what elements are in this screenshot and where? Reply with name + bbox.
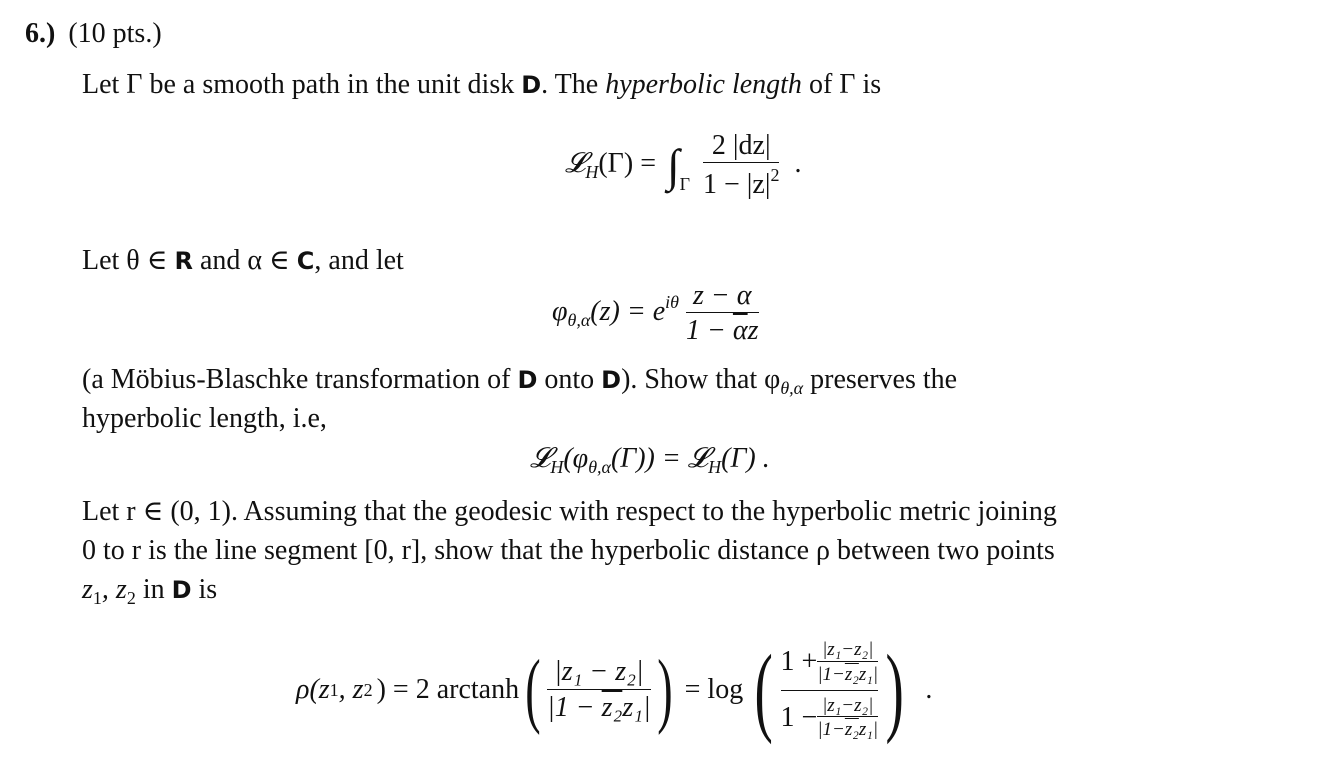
eq3-sub-a: H — [550, 457, 564, 477]
eq4-small-num-2: |z₁−z₂| — [822, 694, 874, 716]
reals-symbol: R — [174, 247, 193, 275]
eq4-end: . — [925, 674, 933, 705]
equation-mobius — [552, 280, 759, 347]
eq4-small-den-b2: z₁| — [858, 719, 879, 741]
eq4-paren-close-1: ) — [656, 643, 673, 736]
eq4-paren-open-2: ( — [754, 634, 774, 745]
eq4-lhs-s1: 1 — [329, 680, 339, 700]
eq4-small-den-1 — [817, 661, 878, 686]
eq1-end: . — [794, 148, 802, 180]
problem-header — [25, 20, 162, 48]
para4-in: in — [135, 574, 172, 605]
eq4-small-num-1: |z₁−z₂| — [822, 638, 874, 660]
eq2-fraction — [686, 280, 759, 347]
eq4-small-den-bar2: z₂ — [844, 719, 859, 741]
disk-symbol: D — [521, 71, 542, 99]
para3-disk-1: D — [517, 366, 538, 394]
eq2-lhs-arg: (z) = e — [590, 296, 666, 328]
eq4-lhs-end: ) = 2 arctanh — [376, 674, 520, 705]
eq1-numerator: 2 |dz| — [711, 130, 771, 161]
paragraph-intro — [82, 71, 881, 99]
para3-text-1: (a Möbius-Blaschke transformation of — [82, 364, 518, 395]
eq1-den-text: 1 − |z| — [703, 169, 771, 201]
para3-line-2: hyperbolic length, i.e, — [82, 403, 327, 434]
paragraph-geodesic-line1 — [82, 498, 1057, 526]
eq4-f2-num-a: 1 + — [780, 646, 818, 678]
eq4-f1-den — [547, 689, 651, 724]
paragraph-mobius-line2 — [82, 405, 327, 433]
para3-sub: θ,α — [780, 378, 804, 398]
eq1-lhs: 𝓛 — [565, 148, 586, 180]
para4-line-2: 0 to r is the line segment [0, r], show that the hyperbolic distance ρ between two points — [82, 535, 1055, 566]
complex-symbol: C — [296, 247, 315, 275]
paragraph-geodesic-line3 — [82, 576, 217, 607]
eq3-sub-b: θ,α — [588, 457, 611, 477]
eq4-f1-den-bar: z₂ — [601, 691, 623, 723]
para2-text-1: Let θ ∈ — [82, 245, 175, 276]
eq3-part-d: (Γ) . — [721, 443, 770, 474]
para3-disk-2: D — [601, 366, 622, 394]
para2-text-2: and α ∈ — [192, 245, 297, 276]
eq3-part-a: 𝓛 — [530, 443, 551, 474]
para4-z2: , z — [101, 574, 127, 605]
eq2-phi: φ — [552, 296, 568, 328]
eq4-paren-close-2: ) — [885, 634, 904, 745]
eq1-lhs-arg: (Γ) = — [598, 148, 656, 180]
eq4-f2-num — [781, 639, 879, 690]
eq4-f2-den-small — [817, 695, 878, 742]
para4-sub2: 2 — [126, 588, 136, 608]
eq4-small-den-a1: |1− — [817, 663, 845, 685]
eq3-part-b: (φ — [563, 443, 589, 474]
eq2-den-pre: 1 − — [686, 315, 733, 347]
paragraph-mobius-description — [82, 366, 957, 397]
eq3-sub-c: H — [708, 457, 722, 477]
eq1-integral: ∫ — [667, 139, 680, 191]
eq4-f1-den-a: |1 − — [547, 691, 602, 723]
eq4-lhs: ρ(z — [296, 674, 330, 705]
equation-distance — [296, 634, 933, 745]
eq4-fraction-1 — [547, 656, 651, 723]
eq4-f1-den-b: z₁| — [622, 691, 651, 723]
intro-text-3: of Γ is — [801, 69, 882, 100]
paragraph-let-theta — [82, 247, 404, 275]
eq1-den-sup: 2 — [770, 165, 780, 186]
eq2-exp: iθ — [665, 292, 680, 313]
eq4-paren-open-1: ( — [525, 643, 541, 736]
equation-hyperbolic-length — [565, 130, 801, 201]
eq2-denominator — [686, 312, 759, 347]
eq4-f2-den-a: 1 − — [780, 701, 818, 733]
eq1-fraction — [703, 130, 779, 201]
eq1-denominator — [703, 162, 779, 201]
problem-points: (10 pts.) — [68, 18, 162, 49]
eq4-fraction-2 — [781, 639, 879, 741]
eq4-f2-num-small — [817, 639, 878, 686]
eq4-log: = log — [684, 674, 744, 705]
para3-text-2: onto — [537, 364, 602, 395]
eq4-lhs-s2: 2 — [363, 680, 373, 700]
eq4-f2-den — [781, 690, 879, 742]
eq4-f1-num: |z₁ − z₂| — [554, 656, 644, 688]
paragraph-geodesic-line2 — [82, 537, 1055, 565]
eq2-phi-sub: θ,α — [567, 310, 591, 331]
eq1-integral-sub: Γ — [679, 174, 691, 195]
term-hyperbolic-length: hyperbolic length — [605, 69, 802, 100]
eq2-numerator: z − α — [693, 280, 752, 311]
para3-text-4: preserves the — [803, 364, 958, 395]
eq4-small-den-bar1: z₂ — [844, 663, 859, 685]
para2-text-3: , and let — [314, 245, 404, 276]
intro-text-2: . The — [541, 69, 606, 100]
para4-z: z — [82, 574, 93, 605]
eq4-lhs-m: , z — [338, 674, 364, 705]
equation-preserve — [530, 445, 770, 476]
para4-sub1: 1 — [92, 588, 102, 608]
problem-number: 6.) — [25, 18, 56, 49]
para4-line-1: Let r ∈ (0, 1). Assuming that the geodesic with respect to the hyperbolic metric joining — [82, 496, 1057, 527]
eq4-small-den-b1: z₁| — [858, 663, 879, 685]
para3-text-3: ). Show that φ — [621, 364, 781, 395]
eq4-small-den-a2: |1− — [817, 719, 845, 741]
eq2-den-post: z — [747, 315, 759, 347]
intro-text-1: Let Γ be a smooth path in the unit disk — [82, 69, 522, 100]
para4-disk: D — [171, 576, 192, 604]
eq3-part-c: (Γ)) = 𝓛 — [610, 443, 709, 474]
eq1-lhs-sub: H — [585, 162, 599, 183]
para4-is: is — [191, 574, 218, 605]
eq4-small-den-2 — [817, 716, 878, 741]
eq2-den-bar: $\overline{\alpha}$ — [732, 315, 748, 347]
